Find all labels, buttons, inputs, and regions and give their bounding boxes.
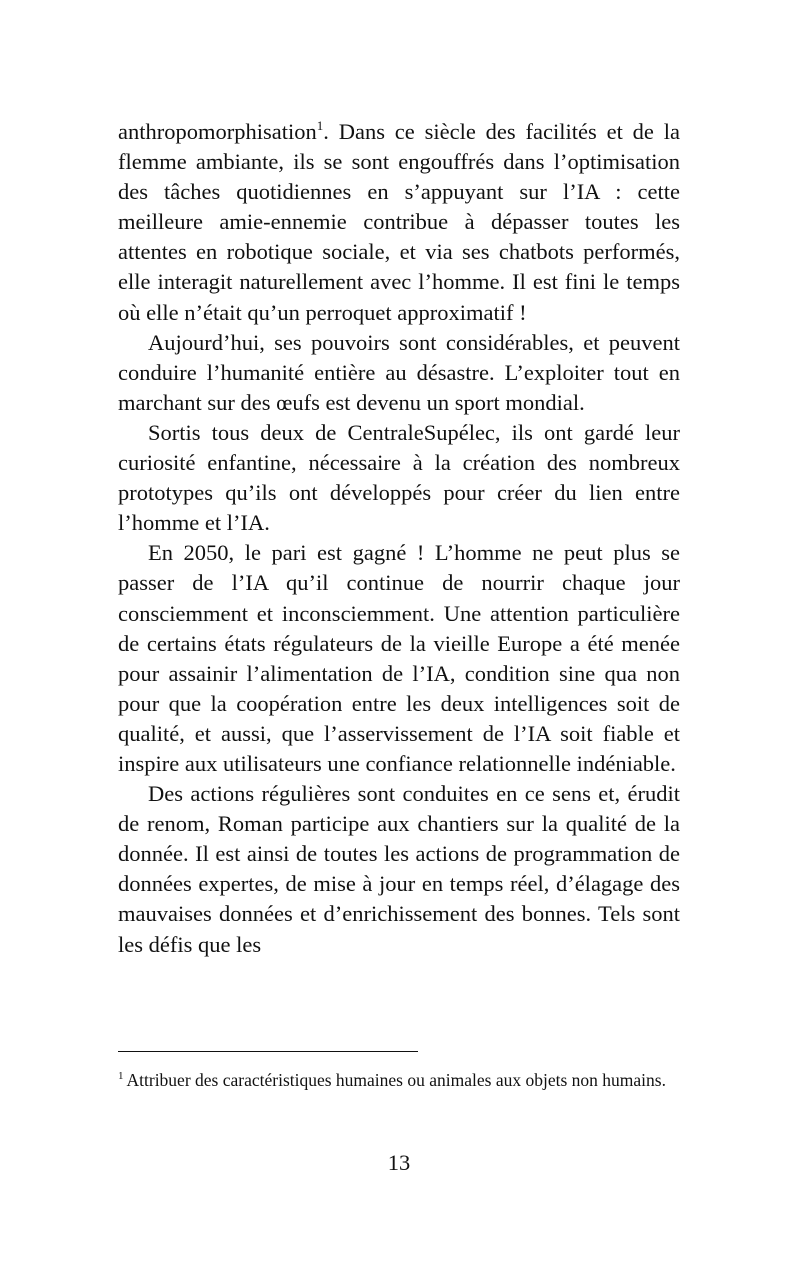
footnote-separator — [118, 1051, 418, 1052]
paragraph-continued — [118, 117, 680, 328]
body-text — [118, 117, 680, 960]
paragraph-text-end: . Dans ce siècle des facilités et de la flemme ambiante, ils se sont engouffrés dans l’optimisation des tâches quotidiennes en s’appuyant sur l’IA : cette meilleure amie-ennemie contribue à dépasser toutes les attentes en robotique sociale, et via ses chatbots performés, elle interagit naturellement avec l’homme. Il est fini le temps où elle n’était qu’un perroquet approximatif ! — [118, 119, 680, 325]
footnote-reference: 1 — [316, 118, 324, 133]
page-number: 13 — [387, 1150, 411, 1175]
paragraph-text-start: anthropomorphisation — [118, 119, 317, 144]
paragraph: En 2050, le pari est gagné ! L’homme ne peut plus se passer de l’IA qu’il continue de nourrir chaque jour consciemment et inconsciemment. Une attention particulière de certains états régulateurs de la vieille Europe a été menée pour assainir l’alimentation de l’IA, condition sine qua non pour que la coopération entre les deux intelligences soit de qualité, et aussi, que l’asservissement de l’IA soit fiable et inspire aux utilisateurs une confiance relationnelle indéniable. — [118, 540, 680, 776]
footnote — [118, 1068, 680, 1093]
paragraph: Sortis tous deux de CentraleSupélec, ils ont gardé leur curiosité enfantine, nécessaire à la création des nombreux prototypes qu’ils ont développés pour créer du lien entre l’homme et l’IA. — [118, 419, 680, 536]
footnote-text: Attribuer des caractéristiques humaines ou animales aux objets non humains. — [126, 1070, 666, 1090]
footnote-mark: 1 — [118, 1070, 124, 1082]
paragraph: Des actions régulières sont conduites en ce sens et, érudit de renom, Roman participe aux chantiers sur la qualité de la donnée. Il est ainsi de toutes les actions de programmation de données expertes, de mise à jour en temps réel, d’élagage des mauvaises données et d’enrichissement des bonnes. Tels sont les défis que les — [118, 781, 680, 957]
paragraph: Aujourd’hui, ses pouvoirs sont considérables, et peuvent conduire l’humanité entière au désastre. L’exploiter tout en marchant sur des œufs est devenu un sport mondial. — [118, 329, 680, 415]
